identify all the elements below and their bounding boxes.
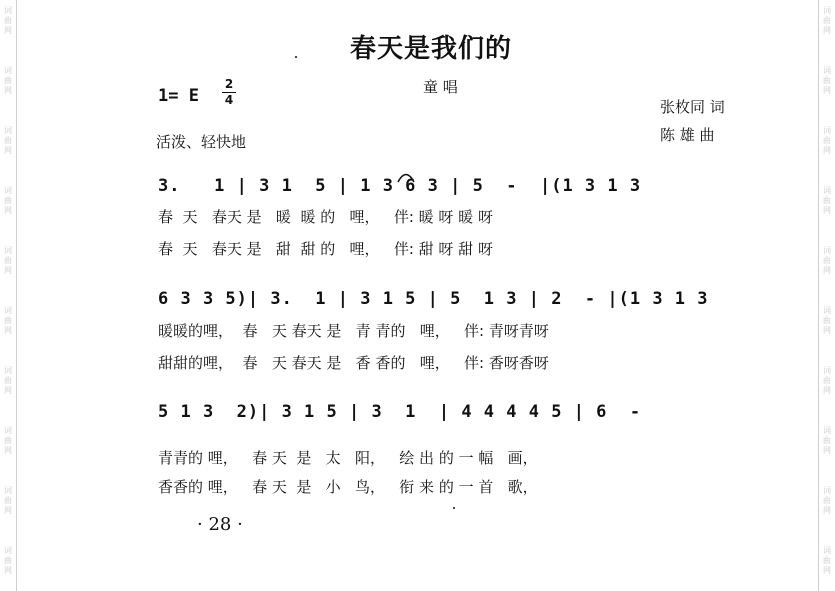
- watermark-text: 词曲网: [823, 426, 831, 455]
- watermark-text: 词曲网: [823, 366, 831, 395]
- watermark-text: 词曲网: [823, 546, 831, 575]
- watermark-text: 词曲网: [823, 486, 831, 515]
- watermark-text: 词曲网: [823, 66, 831, 95]
- notation-line-2: 6 3 3 5)| 3. 1 | 3 1 5 | 5 1 3 | 2 - |(1 3 1 3: [158, 289, 709, 309]
- lyric-line-2b: 甜甜的哩， 春 天 春天 是 香 香的 哩， 伴: 香呀香呀: [158, 354, 549, 372]
- watermark-text: 词曲网: [4, 546, 12, 575]
- stray-dot: [295, 56, 297, 58]
- watermark-text: 词曲网: [4, 66, 12, 95]
- notation-line-3: 5 1 3 2)| 3 1 5 | 3 1 | 4 4 4 4 5 | 6 -: [158, 402, 642, 422]
- stray-dot: [453, 507, 455, 509]
- watermark-text: 词曲网: [4, 486, 12, 515]
- lyric-line-1a: 春 天 春天 是 暖 暖 的 哩， 伴: 暖 呀 暖 呀: [158, 208, 493, 226]
- tempo-marking: 活泼、轻快地: [156, 133, 247, 151]
- song-title: 春天是我们的: [350, 34, 513, 64]
- lyricist-credit: 张枚同 词: [660, 98, 725, 116]
- performance-type: 童 唱: [423, 78, 458, 96]
- lyric-line-3b: 香香的 哩， 春 天 是 小 鸟， 衔 来 的 一 首 歌，: [158, 478, 538, 496]
- watermark-text: 词曲网: [823, 6, 831, 35]
- watermark-text: 词曲网: [4, 6, 12, 35]
- page-number: · 28 ·: [197, 514, 243, 535]
- watermark-text: 词曲网: [4, 246, 12, 275]
- watermark-text: 词曲网: [4, 186, 12, 215]
- lyric-line-2a: 暖暖的哩， 春 天 春天 是 青 青的 哩， 伴: 青呀青呀: [158, 322, 549, 340]
- composer-credit: 陈 雄 曲: [660, 126, 715, 144]
- watermark-text: 词曲网: [4, 126, 12, 155]
- lyric-line-1b: 春 天 春天 是 甜 甜 的 哩， 伴: 甜 呀 甜 呀: [158, 240, 493, 258]
- watermark-text: 词曲网: [823, 186, 831, 215]
- watermark-text: 词曲网: [823, 306, 831, 335]
- key-signature: 1= E: [158, 86, 199, 106]
- tie-arc: [398, 175, 414, 183]
- time-signature-top: 2: [224, 77, 234, 91]
- lyric-line-3a: 青青的 哩， 春 天 是 太 阳， 绘 出 的 一 幅 画，: [158, 449, 538, 467]
- watermark-text: 词曲网: [4, 366, 12, 395]
- watermark-text: 词曲网: [4, 306, 12, 335]
- notation-line-1: 3. 1 | 3 1 5 | 1 3 6 3 | 5 - |(1 3 1 3: [158, 176, 642, 196]
- watermark-text: 词曲网: [4, 426, 12, 455]
- watermark-text: 词曲网: [823, 246, 831, 275]
- watermark-text: 词曲网: [823, 126, 831, 155]
- time-signature-bottom: 4: [224, 93, 234, 107]
